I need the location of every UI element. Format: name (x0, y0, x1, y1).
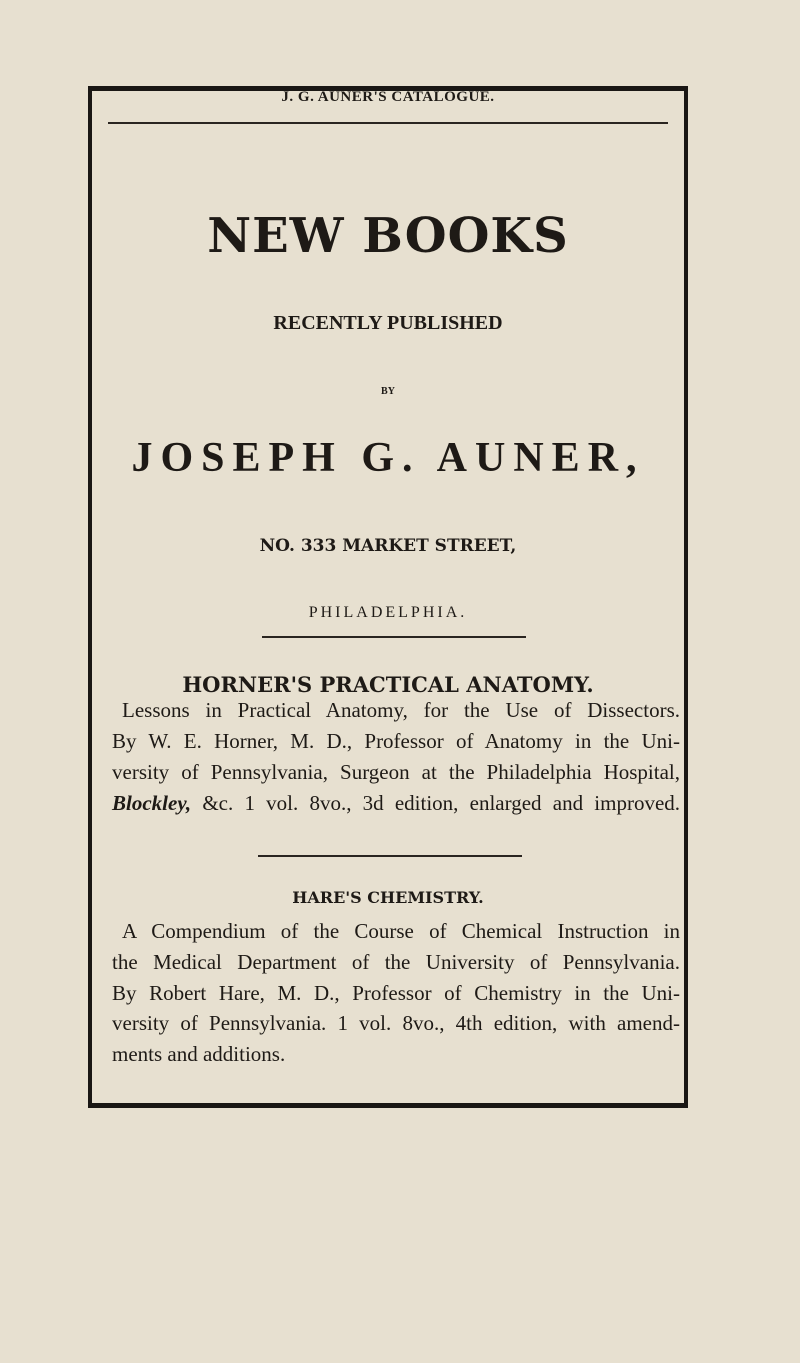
entry-line: versity of Pennsylvania. 1 vol. 8vo., 4th edition, with amend- (112, 1011, 680, 1035)
entry-line: versity of Pennsylvania, Surgeon at the Philadelphia Hospital, (112, 760, 680, 784)
by-label: BY (381, 386, 395, 397)
entry-line: A Compendium of the Course of Chemical Instruction in (122, 919, 680, 943)
entry-line: the Medical Department of the University of Pennsylvania. (112, 950, 680, 974)
entry-line: By Robert Hare, M. D., Professor of Chemistry in the Uni- (112, 981, 680, 1005)
entry-heading-horner: HORNER'S PRACTICAL ANATOMY. (182, 672, 594, 697)
entry-line: Lessons in Practical Anatomy, for the Use of Dissectors. (122, 698, 680, 722)
entry-line: By W. E. Horner, M. D., Professor of Anatomy in the Uni- (112, 729, 680, 753)
entry-line: ments and additions. (112, 1042, 286, 1066)
entry-heading-hare: HARE'S CHEMISTRY. (292, 888, 484, 907)
header-rule (108, 122, 668, 124)
section-rule (262, 636, 526, 638)
running-header: J. G. AUNER'S CATALOGUE. (281, 89, 495, 105)
subtitle: RECENTLY PUBLISHED (273, 312, 503, 334)
publisher-name: JOSEPH G. AUNER, (131, 435, 645, 481)
entry-line (112, 791, 680, 815)
address: NO. 333 MARKET STREET, (259, 536, 517, 556)
italic-place: Blockley, (112, 791, 192, 815)
page-title: NEW BOOKS (207, 208, 569, 264)
city: PHILADELPHIA. (308, 604, 468, 621)
entry-line-text: &c. 1 vol. 8vo., 3d edition, enlarged and improved. (202, 791, 681, 815)
section-rule (258, 855, 522, 857)
